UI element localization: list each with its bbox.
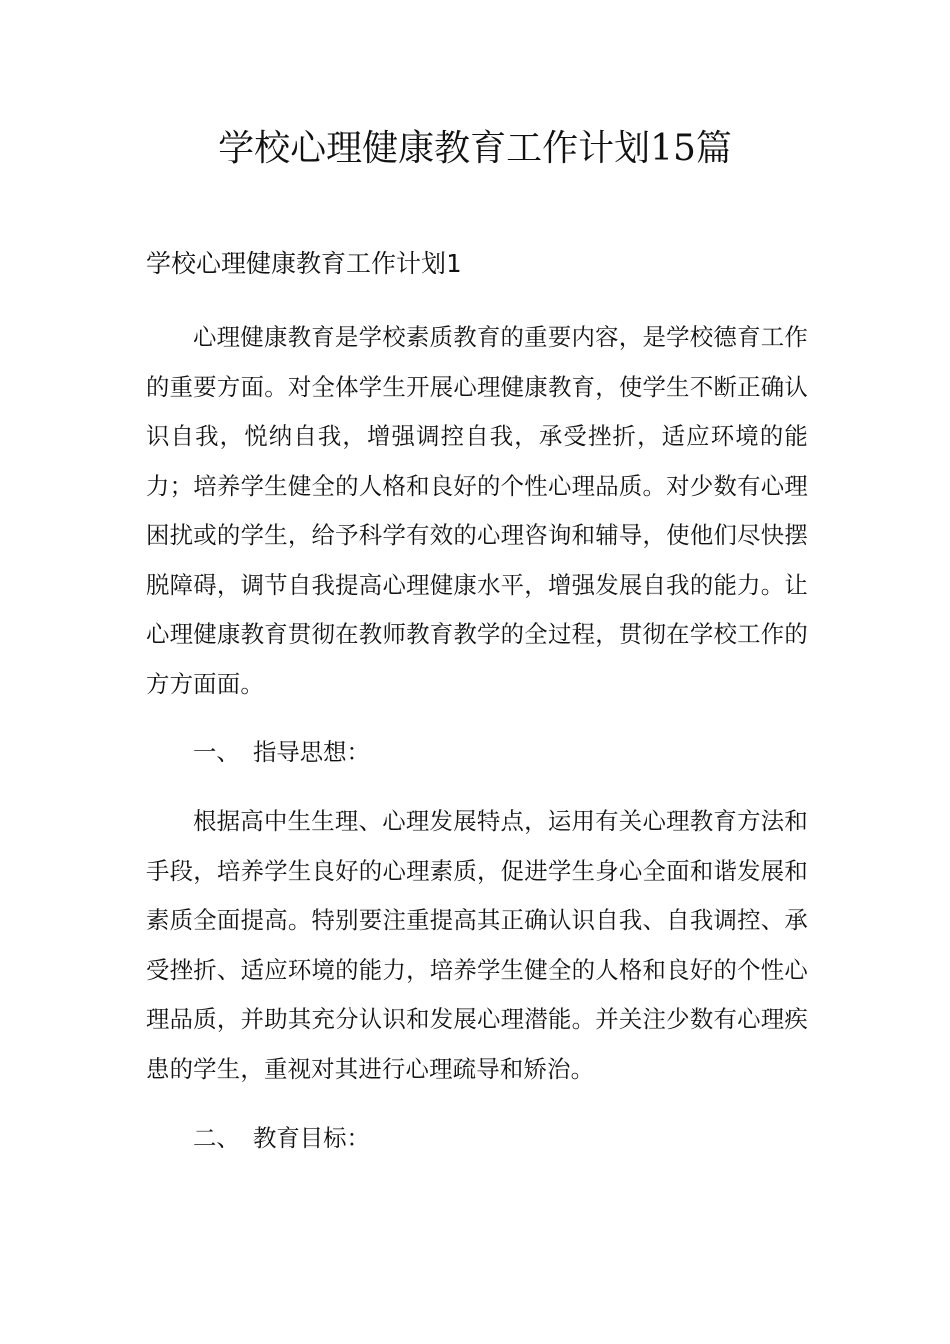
section-number: 二、 [193, 1124, 240, 1152]
section-label: 指导思想： [253, 738, 370, 766]
section-label: 教育目标： [253, 1124, 370, 1152]
section-subtitle: 学校心理健康教育工作计划1 [146, 249, 462, 278]
document-title: 学校心理健康教育工作计划15篇 [218, 128, 732, 169]
section-heading-guiding-ideology [193, 732, 370, 772]
section-number: 一、 [193, 738, 240, 766]
intro-paragraph: 心理健康教育是学校素质教育的重要内容，是学校德育工作的重要方面。对全体学生开展心理健康教育，使学生不断正确认识自我，悦纳自我，增强调控自我，承受挫折，适应环境的能力；培养学生健全的人格和良好的个性心理品质。对少数有心理困扰或的学生，给予科学有效的心理咨询和辅导，使他们尽快摆脱障碍，调节自我提高心理健康水平，增强发展自我的能力。让心理健康教育贯彻在教师教育教学的全过程，贯彻在学校工作的方方面面。 [146, 323, 808, 698]
section-heading-education-goals [193, 1118, 370, 1158]
guiding-ideology-paragraph: 根据高中生生理、心理发展特点，运用有关心理教育方法和手段，培养学生良好的心理素质，促进学生身心全面和谐发展和素质全面提高。特别要注重提高其正确认识自我、自我调控、承受挫折、适应环境的能力，培养学生健全的人格和良好的个性心理品质，并助其充分认识和发展心理潜能。并关注少数有心理疾患的学生，重视对其进行心理疏导和矫治。 [146, 807, 808, 1083]
